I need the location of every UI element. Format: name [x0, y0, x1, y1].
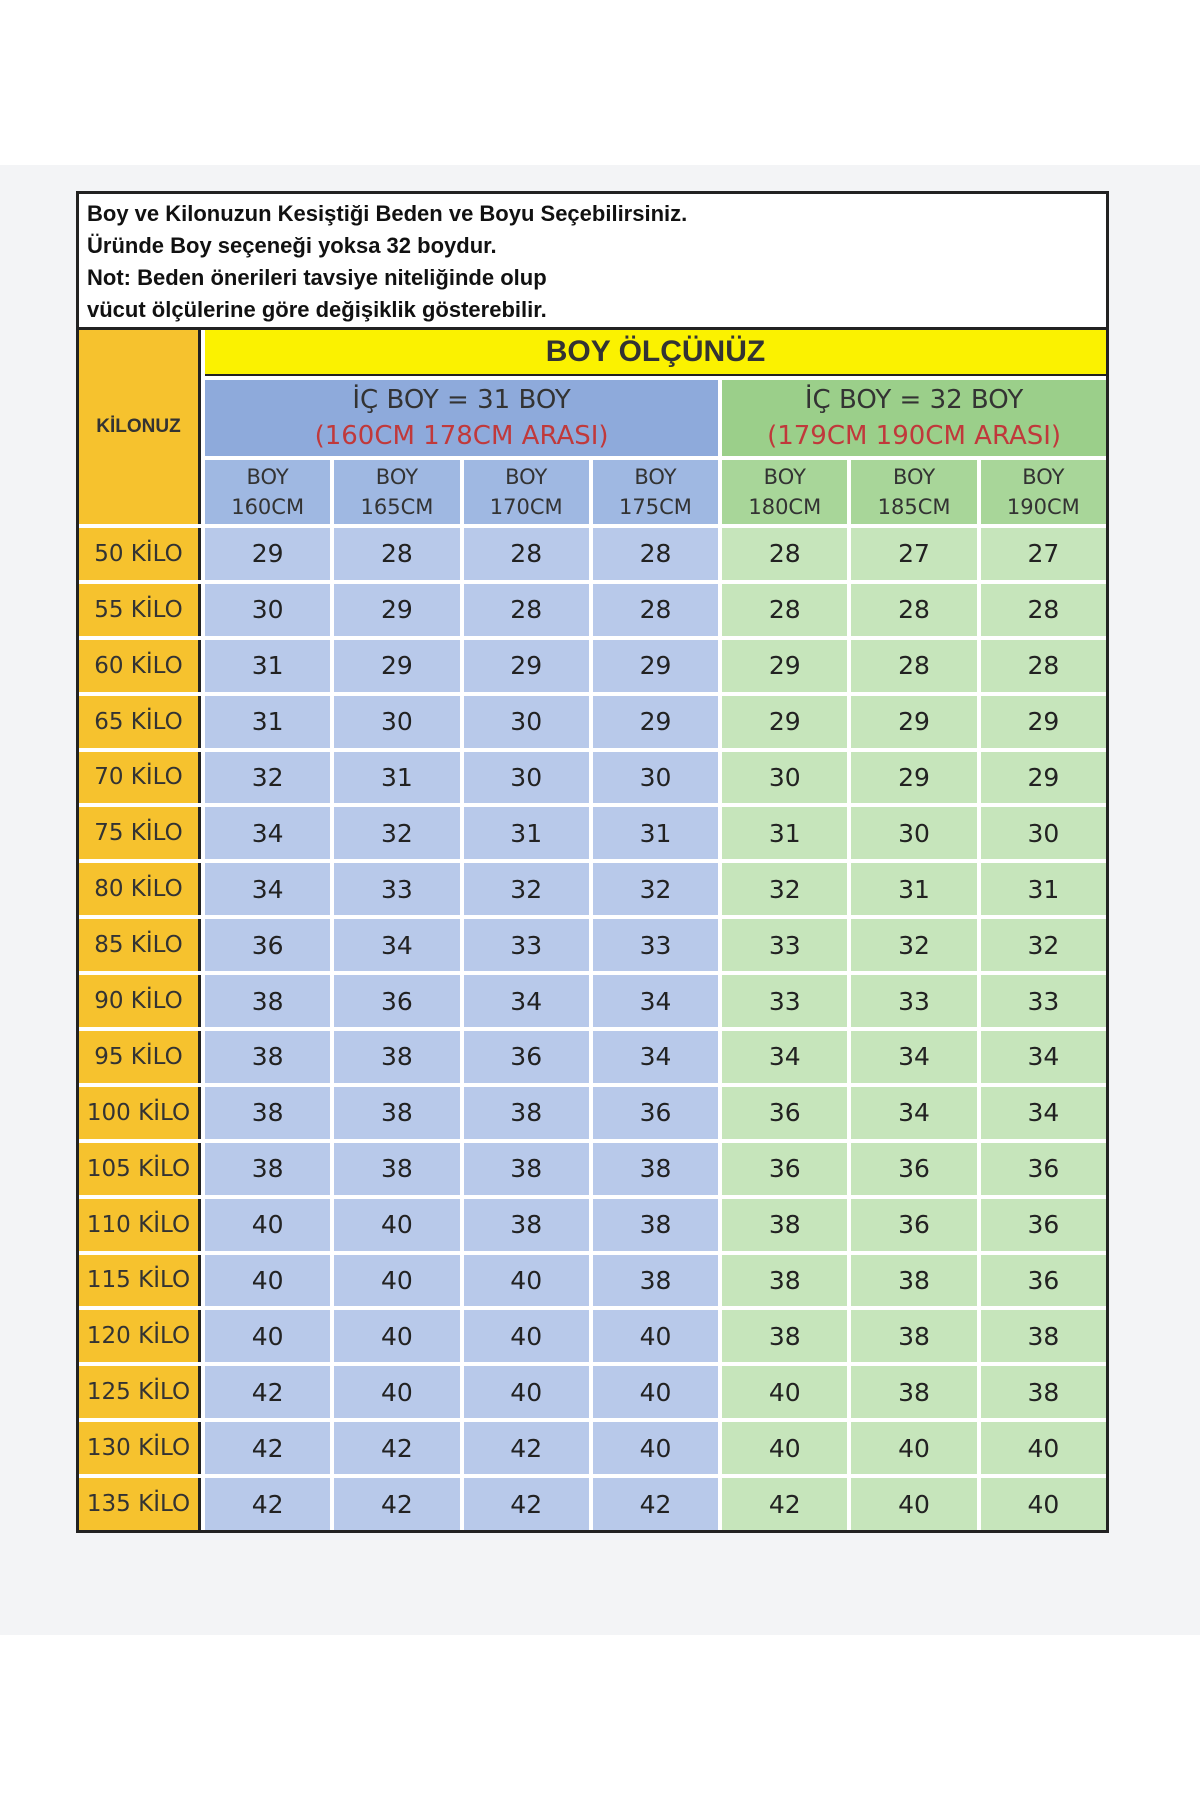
size-cell: 40: [334, 1310, 459, 1362]
size-cell: 31: [334, 752, 459, 804]
size-cell: 38: [851, 1255, 976, 1307]
column-header: [722, 460, 847, 524]
weight-row-label: 70 KİLO: [79, 752, 201, 804]
weight-row-label: 105 KİLO: [79, 1143, 201, 1195]
size-cell: 42: [205, 1366, 330, 1418]
size-cell: 40: [851, 1478, 976, 1530]
size-cell: 33: [722, 919, 847, 971]
weight-header: KİLONUZ: [79, 330, 201, 524]
size-cell: 40: [464, 1255, 589, 1307]
size-cell: 38: [851, 1366, 976, 1418]
size-cell: 34: [981, 1087, 1106, 1139]
size-cell: 34: [981, 1031, 1106, 1083]
column-header-line1: BOY: [375, 465, 419, 489]
size-cell: 31: [464, 807, 589, 859]
size-cell: 40: [205, 1255, 330, 1307]
size-cell: 34: [334, 919, 459, 971]
column-header-line1: BOY: [505, 465, 548, 489]
size-cell: 36: [981, 1199, 1106, 1251]
size-cell: 33: [334, 863, 459, 915]
size-cell: 38: [722, 1310, 847, 1362]
size-cell: 40: [334, 1366, 459, 1418]
size-cell: 29: [593, 696, 718, 748]
size-cell: 36: [981, 1143, 1106, 1195]
size-cell: 29: [981, 696, 1106, 748]
size-cell: 38: [981, 1310, 1106, 1362]
size-cell: 42: [205, 1422, 330, 1474]
column-header-line1: BOY: [1022, 465, 1065, 489]
size-cell: 36: [334, 975, 459, 1027]
size-cell: 36: [851, 1143, 976, 1195]
size-cell: 34: [593, 975, 718, 1027]
column-header: [851, 460, 976, 524]
size-cell: 34: [205, 863, 330, 915]
size-cell: 29: [334, 640, 459, 692]
size-cell: 36: [981, 1255, 1106, 1307]
size-cell: 36: [593, 1087, 718, 1139]
top-whitespace: [0, 0, 1200, 165]
size-cell: 38: [593, 1199, 718, 1251]
column-header-line2: 185CM: [877, 495, 951, 519]
size-cell: 28: [722, 584, 847, 636]
size-cell: 29: [722, 696, 847, 748]
size-cell: 36: [851, 1199, 976, 1251]
size-cell: 42: [334, 1422, 459, 1474]
size-cell: 30: [464, 752, 589, 804]
size-cell: 42: [205, 1478, 330, 1530]
weight-row-label: 100 KİLO: [79, 1087, 201, 1139]
size-cell: 34: [851, 1031, 976, 1083]
size-cell: 32: [464, 863, 589, 915]
weight-row-label: 95 KİLO: [79, 1031, 201, 1083]
group-title: İÇ BOY = 32 BOY: [804, 385, 1024, 415]
size-cell: 38: [334, 1031, 459, 1083]
size-cell: 32: [334, 807, 459, 859]
weight-row-label: 90 KİLO: [79, 975, 201, 1027]
column-header-line2: 190CM: [1006, 495, 1080, 519]
size-cell: 36: [722, 1087, 847, 1139]
size-cell: 32: [593, 863, 718, 915]
weight-row-label: 80 KİLO: [79, 863, 201, 915]
column-header-line2: 170CM: [489, 495, 563, 519]
size-cell: 40: [593, 1310, 718, 1362]
size-cell: 27: [851, 528, 976, 580]
group-header-32: [722, 380, 1106, 456]
weight-row-label: 55 KİLO: [79, 584, 201, 636]
size-cell: 31: [205, 696, 330, 748]
column-header-line1: BOY: [892, 465, 936, 489]
size-table: [79, 330, 1106, 1530]
column-header-line1: BOY: [634, 465, 677, 489]
column-header-line2: 180CM: [748, 495, 822, 519]
size-cell: 38: [722, 1199, 847, 1251]
size-cell: 38: [464, 1087, 589, 1139]
size-chart: [76, 191, 1109, 1533]
size-cell: 38: [464, 1199, 589, 1251]
weight-row-label: 115 KİLO: [79, 1255, 201, 1307]
group-header-31: [205, 380, 718, 456]
size-cell: 40: [981, 1422, 1106, 1474]
weight-row-label: 110 KİLO: [79, 1199, 201, 1251]
size-cell: 38: [722, 1255, 847, 1307]
size-cell: 40: [334, 1255, 459, 1307]
size-cell: 33: [981, 975, 1106, 1027]
weight-row-label: 125 KİLO: [79, 1366, 201, 1418]
note-line: Not: Beden önerileri tavsiye niteliğinde olup: [87, 265, 547, 290]
size-cell: 28: [722, 528, 847, 580]
weight-row-label: 135 KİLO: [79, 1478, 201, 1530]
group-range: (160CM 178CM ARASI): [314, 421, 609, 451]
size-cell: 42: [722, 1478, 847, 1530]
group-range: (179CM 190CM ARASI): [767, 421, 1062, 451]
size-cell: 32: [981, 919, 1106, 971]
size-cell: 34: [722, 1031, 847, 1083]
size-cell: 29: [593, 640, 718, 692]
column-header: [593, 460, 718, 524]
size-cell: 31: [593, 807, 718, 859]
notes-box: [79, 194, 1106, 330]
size-cell: 34: [593, 1031, 718, 1083]
size-cell: 28: [464, 584, 589, 636]
size-cell: 30: [593, 752, 718, 804]
size-cell: 31: [722, 807, 847, 859]
column-header: [981, 460, 1106, 524]
column-header: [205, 460, 330, 524]
size-cell: 29: [851, 696, 976, 748]
size-cell: 42: [593, 1478, 718, 1530]
size-cell: 28: [593, 584, 718, 636]
size-cell: 30: [205, 584, 330, 636]
note-line: Boy ve Kilonuzun Kesiştiği Beden ve Boyu Seçebilirsiniz.: [87, 201, 688, 226]
column-header: [464, 460, 589, 524]
size-cell: 28: [464, 528, 589, 580]
size-cell: 29: [722, 640, 847, 692]
note-line: Üründe Boy seçeneği yoksa 32 boydur.: [87, 233, 497, 258]
size-cell: 40: [981, 1478, 1106, 1530]
size-cell: 38: [851, 1310, 976, 1362]
size-cell: 30: [981, 807, 1106, 859]
size-cell: 28: [851, 640, 976, 692]
size-cell: 38: [205, 1031, 330, 1083]
size-cell: 29: [464, 640, 589, 692]
size-cell: 38: [334, 1087, 459, 1139]
size-cell: 40: [593, 1366, 718, 1418]
size-cell: 40: [464, 1366, 589, 1418]
size-cell: 40: [334, 1199, 459, 1251]
size-cell: 38: [981, 1366, 1106, 1418]
size-cell: 31: [981, 863, 1106, 915]
size-cell: 36: [722, 1143, 847, 1195]
size-cell: 28: [981, 640, 1106, 692]
weight-row-label: 60 KİLO: [79, 640, 201, 692]
weight-row-label: 130 KİLO: [79, 1422, 201, 1474]
note-line: vücut ölçülerine göre değişiklik gösterebilir.: [87, 297, 547, 322]
group-title: İÇ BOY = 31 BOY: [352, 385, 571, 415]
size-cell: 33: [851, 975, 976, 1027]
column-header-line2: 160CM: [231, 495, 305, 519]
size-cell: 28: [334, 528, 459, 580]
size-cell: 27: [981, 528, 1106, 580]
size-cell: 30: [722, 752, 847, 804]
size-cell: 42: [464, 1422, 589, 1474]
size-cell: 33: [722, 975, 847, 1027]
size-cell: 40: [722, 1422, 847, 1474]
size-cell: 40: [205, 1199, 330, 1251]
size-cell: 40: [464, 1310, 589, 1362]
size-cell: 30: [851, 807, 976, 859]
size-cell: 29: [981, 752, 1106, 804]
column-header-line2: 175CM: [619, 495, 692, 519]
size-cell: 34: [464, 975, 589, 1027]
size-cell: 38: [464, 1143, 589, 1195]
size-cell: 32: [851, 919, 976, 971]
column-header: [334, 460, 459, 524]
column-header-line1: BOY: [246, 465, 289, 489]
size-cell: 28: [851, 584, 976, 636]
size-cell: 36: [205, 919, 330, 971]
size-cell: 33: [593, 919, 718, 971]
size-cell: 42: [334, 1478, 459, 1530]
size-cell: 32: [722, 863, 847, 915]
size-cell: 30: [334, 696, 459, 748]
column-header-line1: BOY: [763, 465, 806, 489]
size-cell: 32: [205, 752, 330, 804]
weight-row-label: 85 KİLO: [79, 919, 201, 971]
size-cell: 42: [464, 1478, 589, 1530]
size-cell: 38: [205, 1087, 330, 1139]
height-header: BOY ÖLÇÜNÜZ: [205, 330, 1106, 376]
weight-row-label: 75 KİLO: [79, 807, 201, 859]
size-cell: 29: [205, 528, 330, 580]
size-cell: 36: [464, 1031, 589, 1083]
size-cell: 38: [334, 1143, 459, 1195]
size-cell: 38: [205, 975, 330, 1027]
size-cell: 28: [981, 584, 1106, 636]
column-header-line2: 165CM: [360, 495, 434, 519]
size-cell: 40: [722, 1366, 847, 1418]
weight-row-label: 65 KİLO: [79, 696, 201, 748]
size-cell: 40: [205, 1310, 330, 1362]
size-cell: 33: [464, 919, 589, 971]
size-cell: 38: [205, 1143, 330, 1195]
size-cell: 40: [851, 1422, 976, 1474]
size-cell: 40: [593, 1422, 718, 1474]
size-cell: 34: [205, 807, 330, 859]
size-cell: 31: [205, 640, 330, 692]
size-cell: 38: [593, 1143, 718, 1195]
size-cell: 30: [464, 696, 589, 748]
size-cell: 31: [851, 863, 976, 915]
weight-row-label: 120 KİLO: [79, 1310, 201, 1362]
size-cell: 28: [593, 528, 718, 580]
size-cell: 29: [851, 752, 976, 804]
size-cell: 34: [851, 1087, 976, 1139]
size-cell: 29: [334, 584, 459, 636]
weight-row-label: 50 KİLO: [79, 528, 201, 580]
size-cell: 38: [593, 1255, 718, 1307]
